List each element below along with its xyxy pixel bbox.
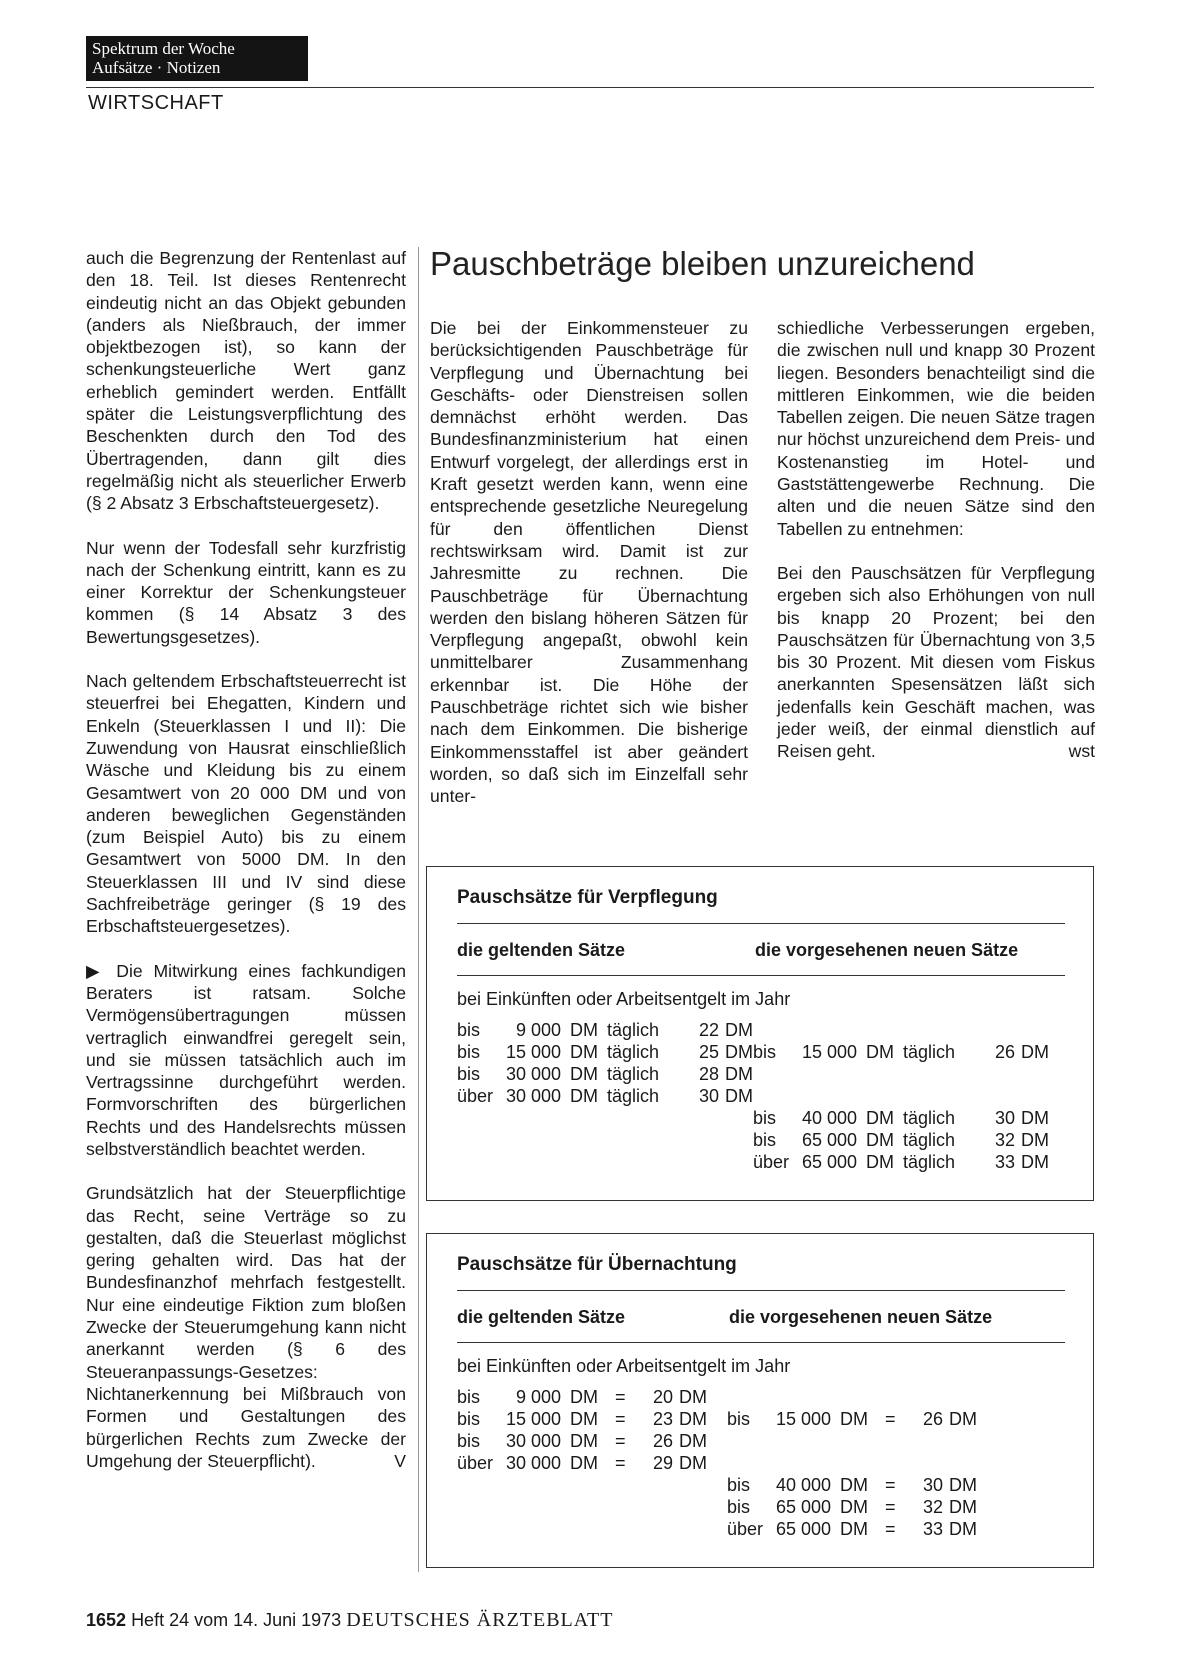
table-cell: DM — [570, 1086, 598, 1106]
table-cell: über — [727, 1519, 764, 1539]
table-cell: DM — [949, 1497, 977, 1517]
table-cell: DM — [866, 1108, 894, 1128]
table-cell: DM — [570, 1020, 598, 1040]
table-cell: DM — [725, 1086, 753, 1106]
article-paragraph-1: Die bei der Einkommensteuer zu berücksichtigenden Pauschbeträge für Verpflegung und Übernachtung bei Geschäfts- oder Dienstreisen sollen demnächst erhöht werden. Das Bundesfinanzministerium hat einen Entwurf vorgelegt, der allerdings erst in Kraft gesetzt werden kann, wenn eine entsprechende gesetzliche Neuregelung für den öffentlichen Dienst rechtswirksam wird. Damit ist zur Jahresmitte zu rechnen. Die Pauschbeträge für Übernachtung werden den bislang höheren Sätzen für Verpflegung angepaßt, obwohl kein unmittelbarer Zusammenhang erkennbar ist. Die Höhe der Pauschbeträge richtet sich wie bisher nach dem Einkommen. Die bisherige Einkommensstaffel ist aber geändert worden, so daß sich im Einzelfall sehr unter- — [430, 318, 748, 807]
table-cell: 30 — [994, 1108, 1015, 1128]
table-rule — [457, 1290, 1065, 1291]
table-cell: 65 000 — [775, 1497, 831, 1517]
column-divider — [418, 247, 419, 1572]
left-signature: V — [394, 1450, 406, 1471]
table-cell: täglich — [607, 1086, 660, 1106]
table-cell: 30 000 — [505, 1453, 561, 1473]
table-cell: bis — [753, 1130, 777, 1150]
table-cell: 32 — [922, 1497, 943, 1517]
table-row-current — [457, 1453, 757, 1475]
table-cell: = — [885, 1497, 896, 1517]
table-rule — [457, 975, 1065, 976]
table-row-new — [753, 1108, 1053, 1130]
column-header-current: die geltenden Sätze — [457, 940, 626, 960]
table-cell: bis — [753, 1042, 777, 1062]
table-cell: bis — [727, 1497, 751, 1517]
table-cell: DM — [840, 1409, 868, 1429]
table-cell: 23 — [652, 1409, 673, 1429]
table-cell: 65 000 — [775, 1519, 831, 1539]
table-cell: 29 — [652, 1453, 673, 1473]
table-cell: 15 000 — [775, 1409, 831, 1429]
table-cell: DM — [949, 1409, 977, 1429]
table-cell: DM — [570, 1431, 598, 1451]
left-paragraph-3: Nach geltendem Erbschaftsteuerrecht ist steuerfrei bei Ehegatten, Kindern und Enkeln (Steuerklassen I und II): Die Zuwendung von Hausrat einschließlich Wäsche und Kleidung bis zu einem Gesamtwert von 20 000 DM und von anderen beweglichen Gegenständen (zum Beispiel Auto) bis zu einem Gesamtwert von 5000 DM. In den Steuerklassen III und IV sind diese Sachfreibeträge geringer (§ 19 des Erbschaftsteuergesetzes). — [86, 671, 406, 937]
table-cell: bis — [457, 1431, 481, 1451]
table-cell: DM — [949, 1519, 977, 1539]
table-cell: 30 — [922, 1475, 943, 1495]
table-row-current — [457, 1086, 757, 1108]
table-cell: täglich — [903, 1042, 956, 1062]
table-cell: 25 — [698, 1042, 719, 1062]
section-label: WIRTSCHAFT — [88, 92, 224, 114]
table-cell: bis — [753, 1108, 777, 1128]
table-cell: DM — [570, 1064, 598, 1084]
table-cell: DM — [840, 1475, 868, 1495]
table-cell: 20 — [652, 1387, 673, 1407]
table-cell: bis — [457, 1020, 481, 1040]
article-column-1 — [430, 317, 748, 830]
table-cell: bis — [457, 1409, 481, 1429]
left-paragraph-5 — [86, 1182, 406, 1472]
table-cell: 32 — [994, 1130, 1015, 1150]
masthead-line-1: Spektrum der Woche — [92, 39, 235, 58]
table-cell: über — [457, 1086, 494, 1106]
column-header-new: die vorgesehenen neuen Sätze — [729, 1307, 993, 1327]
table-row-new — [727, 1519, 1027, 1541]
table-cell: 26 — [652, 1431, 673, 1451]
table-row-current — [457, 1409, 757, 1431]
table-cell: DM — [725, 1064, 753, 1084]
table-cell: DM — [570, 1453, 598, 1473]
table-cell: DM — [570, 1042, 598, 1062]
page-number: 1652 — [86, 1610, 127, 1630]
column-header-new: die vorgesehenen neuen Sätze — [755, 940, 1019, 960]
table-row-new — [727, 1409, 1027, 1431]
table-cell: DM — [866, 1042, 894, 1062]
table-cell: 15 000 — [801, 1042, 857, 1062]
table-cell: täglich — [903, 1108, 956, 1128]
table-cell: täglich — [903, 1130, 956, 1150]
table-verpflegung — [426, 866, 1094, 1201]
table-row-new — [753, 1130, 1053, 1152]
table-cell: DM — [725, 1020, 753, 1040]
table-cell: DM — [679, 1431, 707, 1451]
table-cell: 15 000 — [505, 1409, 561, 1429]
table-cell: DM — [866, 1152, 894, 1172]
table-cell: 33 — [922, 1519, 943, 1539]
table-cell: DM — [679, 1409, 707, 1429]
table-row-new — [753, 1152, 1053, 1174]
table-cell: DM — [1021, 1130, 1049, 1150]
table-row-new — [727, 1497, 1027, 1519]
table-cell: 40 000 — [801, 1108, 857, 1128]
left-column — [86, 247, 406, 1494]
left-paragraph-1: auch die Begrenzung der Rentenlast auf den 18. Teil. Ist dieses Rentenrecht eindeutig nicht an das Objekt gebunden (anders als Nießbrauch, der immer objektbezogen ist), so kann der schenkungsteuerliche Wert ganz erheblich gemindert werden. Entfällt später die Leistungsverpflichtung des Beschenkten durch den Tod des Übertragenden, dann gilt dies regelmäßig nicht als steuerlicher Erwerb (§ 2 Absatz 3 Erbschaftsteuergesetz). — [86, 248, 406, 514]
table-cell: 9 000 — [515, 1387, 561, 1407]
article-paragraph-2: schiedliche Verbesserungen ergeben, die zwischen null und knapp 30 Prozent liegen. Besonders benachteiligt sind die mittleren Einkommen, wie die beiden Tabellen zeigen. Die neuen Sätze tragen nur höchst unzureichend dem Preis- und Kostenanstieg im Hotel- und Gaststättengewerbe Rechnung. Die alten und die neuen Sätze sind den Tabellen zu entnehmen: — [777, 318, 1095, 539]
header-rule — [86, 87, 1094, 88]
masthead — [86, 36, 308, 81]
table-cell: = — [885, 1519, 896, 1539]
table-cell: täglich — [903, 1152, 956, 1172]
article-headline: Pauschbeträge bleiben unzureichend — [430, 245, 975, 282]
table-uebernachtung-title: Pauschsätze für Übernachtung — [457, 1254, 737, 1275]
article-paragraph-3 — [777, 562, 1095, 763]
table-cell: DM — [570, 1409, 598, 1429]
table-cell: 65 000 — [801, 1152, 857, 1172]
table-cell: über — [753, 1152, 790, 1172]
table-cell: = — [615, 1453, 626, 1473]
table-cell: 30 000 — [505, 1064, 561, 1084]
left-paragraph-5-text: Grundsätzlich hat der Steuerpflichtige das Recht, seine Verträge so zu gestalten, daß die Steuerlast möglichst gering gehalten wird. Das hat der Bundesfinanzhof mehrfach festgestellt. Nur eine eindeutige Fiktion zum bloßen Zwecke der Steuerumgehung kann nicht anerkannt werden (§ 6 des Steueranpassungs-Gesetzes: Nichtanerkennung bei Mißbrauch von Formen und Gestaltungen des bürgerlichen Rechts zum Zwecke der Umgehung der Steuerpflicht). — [86, 1183, 406, 1471]
table-cell: DM — [840, 1519, 868, 1539]
magazine-name: DEUTSCHES ÄRZTEBLATT — [346, 1609, 614, 1631]
table-cell: 9 000 — [515, 1020, 561, 1040]
table-verpflegung-title: Pauschsätze für Verpflegung — [457, 887, 718, 908]
table-row-current — [457, 1387, 757, 1409]
left-paragraph-4: ▶ Die Mitwirkung eines fachkundigen Beraters ist ratsam. Solche Vermögensübertragungen müssen vertraglich einwandfrei geregelt sein, und sie müssen tatsächlich auch im Vertragssinne durchgeführt werden. Formvorschriften des bürgerlichen Rechts und des Handelsrechts müssen selbstverständlich beachtet werden. — [86, 960, 406, 1159]
table-cell: 30 000 — [505, 1431, 561, 1451]
left-paragraph-2: Nur wenn der Todesfall sehr kurzfristig nach der Schenkung eintritt, kann es zu einer Korrektur der Schenkungsteuer kommen (§ 14 Absatz 3 des Bewertungsgesetzes). — [86, 537, 406, 647]
table-row-current — [457, 1042, 757, 1064]
table-cell: 33 — [994, 1152, 1015, 1172]
table-cell: = — [615, 1431, 626, 1451]
table-cell: bis — [457, 1042, 481, 1062]
table-cell: bis — [727, 1409, 751, 1429]
table-cell: DM — [1021, 1108, 1049, 1128]
table-cell: = — [615, 1409, 626, 1429]
table-row-new — [727, 1475, 1027, 1497]
table-cell: täglich — [607, 1020, 660, 1040]
article-column-2 — [777, 317, 1095, 785]
table-cell: DM — [679, 1453, 707, 1473]
table-cell: DM — [1021, 1152, 1049, 1172]
table-cell: = — [885, 1409, 896, 1429]
table-cell: 22 — [698, 1020, 719, 1040]
table-cell: bis — [457, 1064, 481, 1084]
table-cell: 26 — [922, 1409, 943, 1429]
table-cell: = — [885, 1475, 896, 1495]
table-cell: DM — [570, 1387, 598, 1407]
table-cell: täglich — [607, 1042, 660, 1062]
table-cell: 30 — [698, 1086, 719, 1106]
table-cell: = — [615, 1387, 626, 1407]
table-row-new — [753, 1042, 1053, 1064]
table-cell: 28 — [698, 1064, 719, 1084]
table-cell: bis — [727, 1475, 751, 1495]
column-header-current: die geltenden Sätze — [457, 1307, 626, 1327]
table-cell: bis — [457, 1387, 481, 1407]
page-footer — [86, 1609, 613, 1632]
table-cell: 40 000 — [775, 1475, 831, 1495]
table-cell: über — [457, 1453, 494, 1473]
article-paragraph-3-text: Bei den Pauschsätzen für Verpflegung ergeben sich also Erhöhungen von null bis knapp 20 Prozent; bei den Pauschsätzen für Übernachtung von 3,5 bis 30 Prozent. Mit diesen vom Fiskus anerkannten Spesensätzen läßt sich jedenfalls kein Geschäft machen, was jeder weiß, der einmal dienstlich auf Reisen geht. — [777, 562, 1095, 762]
article-signature: wst — [1068, 741, 1095, 762]
table-cell: DM — [949, 1475, 977, 1495]
table-uebernachtung — [426, 1233, 1094, 1568]
table-cell: DM — [840, 1497, 868, 1517]
table-cell: täglich — [607, 1064, 660, 1084]
table-cell: 65 000 — [801, 1130, 857, 1150]
table-cell: DM — [725, 1042, 753, 1062]
table-rule — [457, 1342, 1065, 1343]
table-cell: 26 — [994, 1042, 1015, 1062]
table-cell: 15 000 — [505, 1042, 561, 1062]
table-intro: bei Einkünften oder Arbeitsentgelt im Jahr — [457, 989, 791, 1009]
table-intro: bei Einkünften oder Arbeitsentgelt im Jahr — [457, 1356, 791, 1376]
table-rule — [457, 923, 1065, 924]
table-row-current — [457, 1020, 757, 1042]
table-row-current — [457, 1064, 757, 1086]
table-cell: 30 000 — [505, 1086, 561, 1106]
table-cell: DM — [679, 1387, 707, 1407]
table-cell: DM — [1021, 1042, 1049, 1062]
table-row-current — [457, 1431, 757, 1453]
masthead-line-2: Aufsätze · Notizen — [92, 58, 221, 77]
table-cell: DM — [866, 1130, 894, 1150]
issue-info: Heft 24 vom 14. Juni 1973 — [131, 1610, 342, 1630]
